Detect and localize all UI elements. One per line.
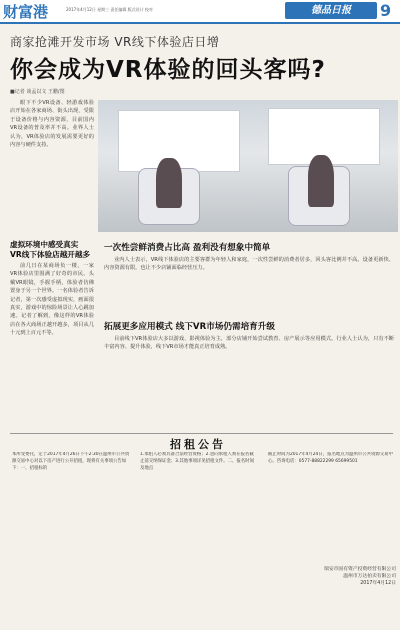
- body-column-1: [10, 262, 94, 427]
- classifieds-column-2: [140, 452, 258, 562]
- section2-heading: 一次性尝鲜消费占比高 盈利没有想象中简单: [104, 243, 271, 253]
- page-number: 9: [380, 1, 392, 20]
- article-byline: ■记者 谈孟以文 王鹏/图: [10, 89, 65, 95]
- article-subheadline: 商家抢滩开发市场 VR线下体验店日增: [10, 35, 220, 49]
- classifieds-text-1: 本所受委托，定于2017年4月26日下午2:30在温州市公共资源交易中心对以下房产进行公开招租，现将有关事项公告如下：一、招租标的: [12, 452, 130, 471]
- lead-column: [10, 99, 94, 235]
- section1-heading: 虚拟环境中感受真实 VR线下体验店越开越多: [10, 240, 91, 259]
- person: [156, 158, 182, 208]
- article-photo: [98, 100, 398, 232]
- masthead: [0, 0, 400, 22]
- section3-heading: 拓展更多应用模式 线下VR市场仍需培育升级: [104, 322, 275, 332]
- header-rule: [0, 22, 400, 24]
- body-paragraph-2: 业内人士表示，VR线下体验店的主要客群为年轻人和家庭，一次性尝鲜的消费者居多，回头客比例并不高。设备更新快、内容资源有限，也让不少店铺面临经营压力。: [104, 257, 394, 272]
- classifieds-text-3: 截止时间为2017年4月24日，报名地点为温州市公共资源交易中心。咨询电话：0577-88822299 65699501: [268, 452, 393, 464]
- body-paragraph-3: 目前线下VR体验店大多以游戏、影视体验为主，部分店铺开始尝试教育、房产展示等应用模式。行业人士认为，只有不断丰富内容、提升体验，线下VR市场才能真正培育成熟。: [104, 336, 394, 351]
- section-name: 财富港: [3, 3, 49, 21]
- article-headline: 你会成为VR体验的回头客吗?: [10, 57, 326, 83]
- body-column-2: [104, 256, 394, 316]
- photo-screen: [118, 110, 240, 172]
- classifieds-column-3: [268, 452, 393, 562]
- classifieds-column-1: [12, 452, 130, 562]
- person-2: [308, 155, 334, 207]
- body-column-3: [104, 335, 394, 427]
- classifieds-title: 招租公告: [170, 438, 226, 451]
- body-paragraph-1: 前几日在某商场负一楼，一家VR体验店里围满了好奇的市民。头戴VR眼镜，手握手柄，体验者仿佛置身于另一个世界。一名体验者告诉记者，第一次感受虚拟现实，画面很真实，游戏中的惊险场景让人心跳加速。记者了解到，像这样的VR体验店在各大商场正越开越多，项目从几十元到上百元不等。: [10, 263, 94, 337]
- lead-paragraph: 眼下不少VR设备、轻游戏体验店开始在各家商场、街头出现，受限于设备价格与内容资源，目前国内VR设备的普及率并不高。业界人士认为，VR体验店的发展需要更好的内容与硬件支持。: [10, 100, 94, 149]
- issue-meta: 2017年4月12日 星期三 责任编辑 版式设计 校对: [66, 7, 153, 12]
- classifieds-signature: 瑞安市国有资产投资经营有限公司 温州市万达拍卖有限公司 2017年4月12日: [324, 567, 396, 586]
- classifieds-text-2: 1.承租人必须具备合法经营资格；2.意向承租人须在报名截止前交纳保证金；3.其他事项详见招租文件。二、报名时间及地点: [140, 452, 254, 471]
- newspaper-brand: 德品日报: [285, 2, 377, 19]
